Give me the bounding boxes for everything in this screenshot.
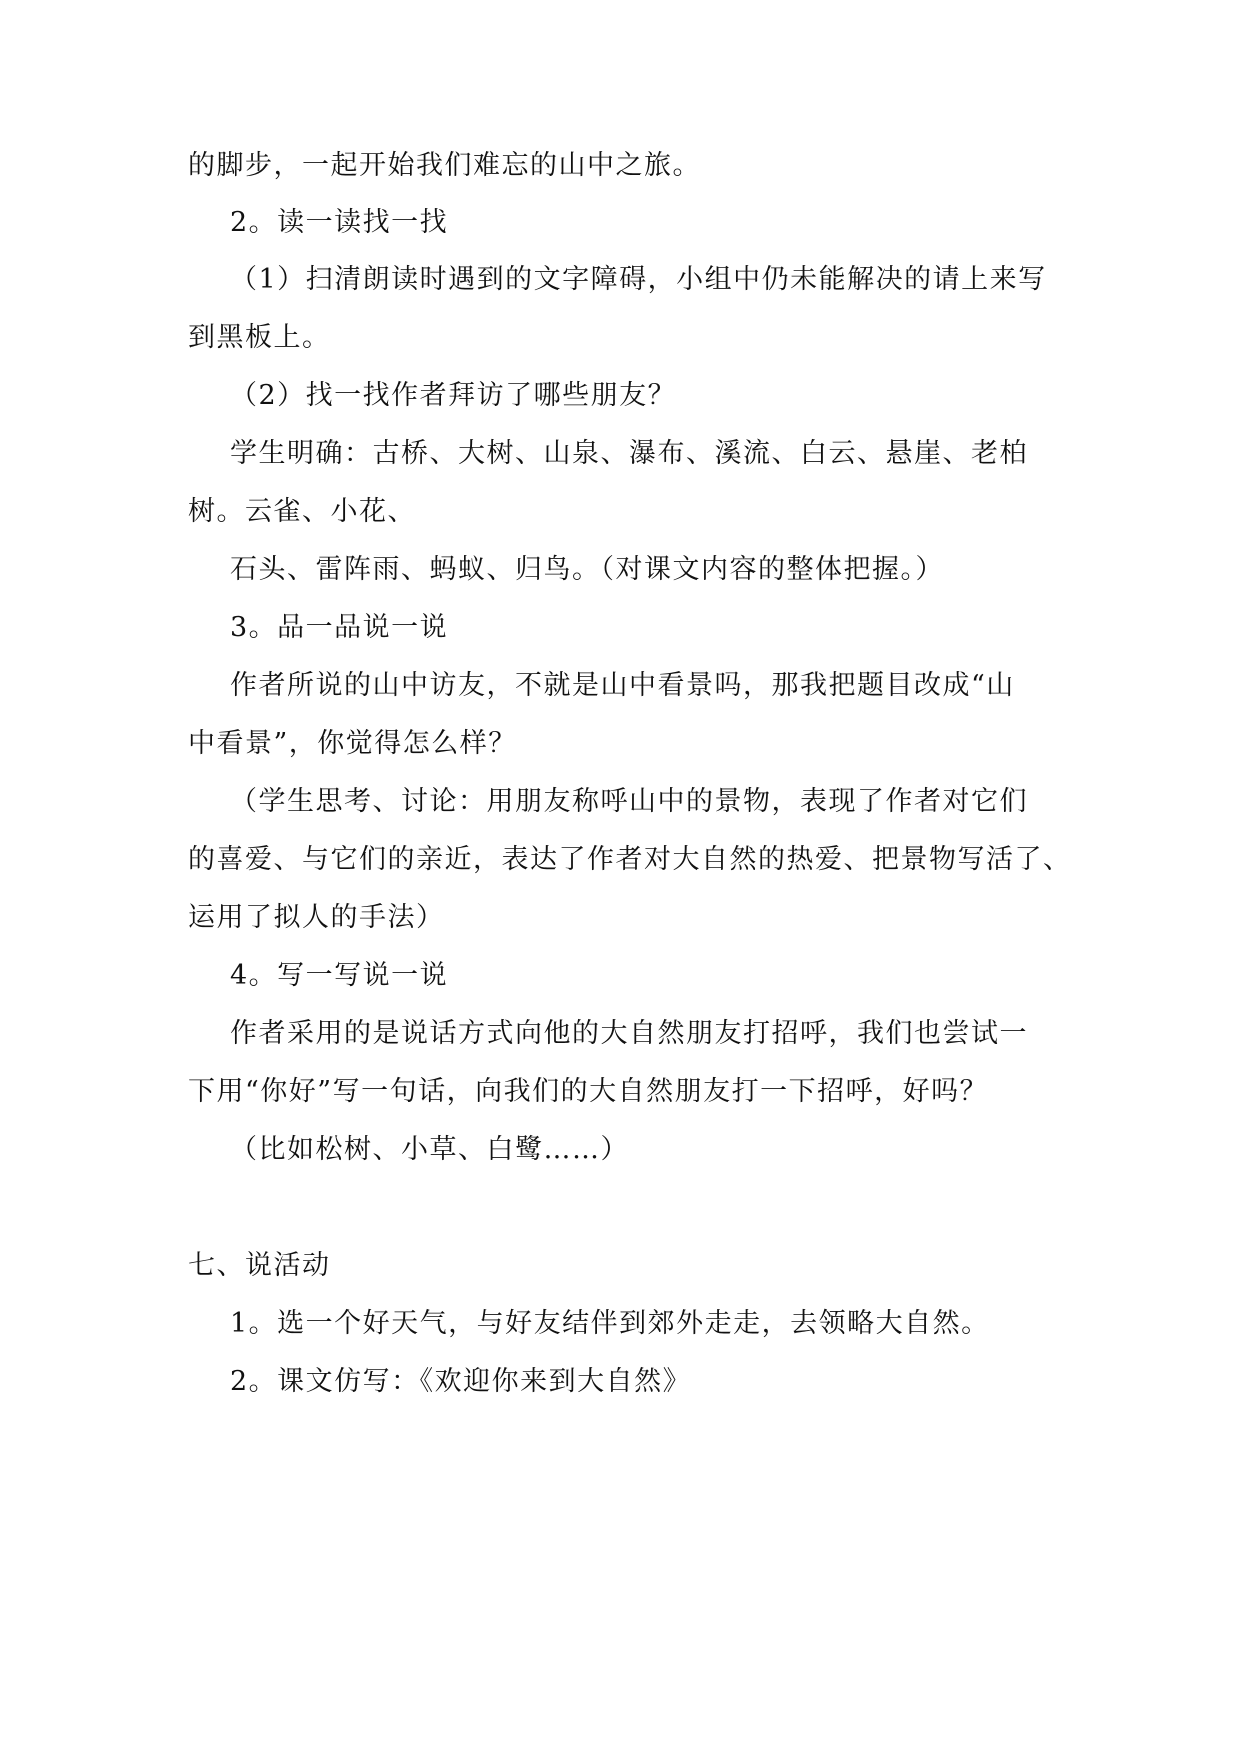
paragraph-line: 学生明确：古桥、大树、山泉、瀑布、溪流、白云、悬崖、老柏 [230,438,1028,469]
list-item: 2。课文仿写：《欢迎你来到大自然》 [230,1366,692,1397]
paragraph-line: （学生思考、讨论：用朋友称呼山中的景物，表现了作者对它们 [230,786,1028,817]
paragraph-line: 石头、雷阵雨、蚂蚁、归鸟。（对课文内容的整体把握。） [230,554,944,585]
paragraph-line: （1）扫清朗读时遇到的文字障碍，小组中仍未能解决的请上来写 [230,264,1047,295]
paragraph-line: （比如松树、小草、白鹭……） [230,1134,629,1165]
paragraph-line: 树。云雀、小花、 [188,496,416,527]
paragraph-line: 下用“你好”写一句话，向我们的大自然朋友打一下招呼，好吗？ [188,1076,989,1107]
list-item: 1。选一个好天气，与好友结伴到郊外走走，去领略大自然。 [230,1308,990,1339]
paragraph-line: 运用了拟人的手法） [188,902,445,933]
paragraph-line: （2）找一找作者拜访了哪些朋友？ [230,380,677,411]
paragraph-line: 到黑板上。 [188,322,331,353]
section-heading: 3。品一品说一说 [230,612,449,643]
paragraph-line: 作者采用的是说话方式向他的大自然朋友打招呼，我们也尝试一 [230,1018,1028,1049]
paragraph-line: 中看景”，你觉得怎么样？ [188,728,517,759]
paragraph-line: 的喜爱、与它们的亲近，表达了作者对大自然的热爱、把景物写活了、 [188,844,1072,875]
paragraph-line: 的脚步，一起开始我们难忘的山中之旅。 [188,150,701,181]
chapter-heading: 七、说活动 [188,1250,331,1281]
section-heading: 2。读一读找一找 [230,207,449,238]
paragraph-line: 作者所说的山中访友，不就是山中看景吗，那我把题目改成“山 [230,670,1015,701]
section-heading: 4。写一写说一说 [230,960,449,991]
